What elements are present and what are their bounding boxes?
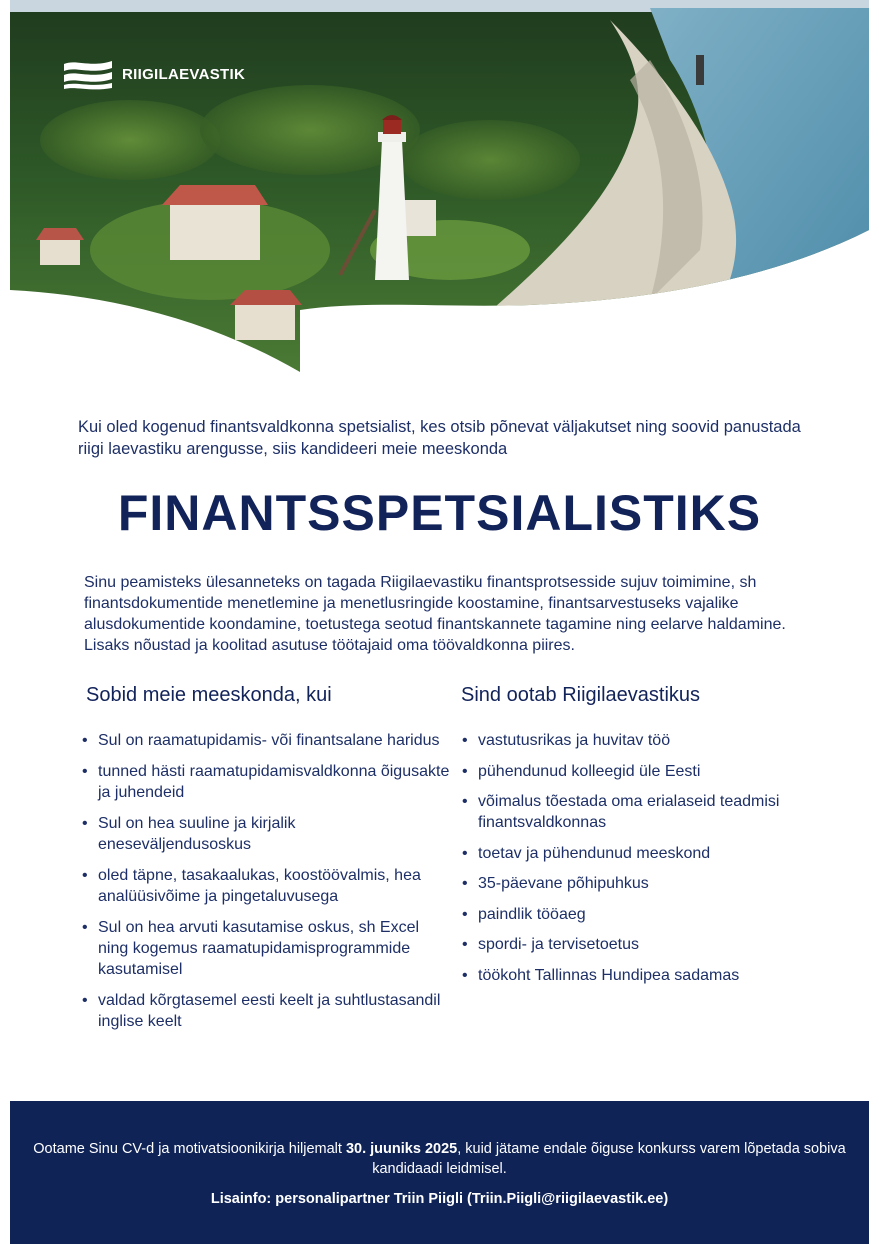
job-title: FINANTSSPETSIALISTIKS <box>117 485 762 541</box>
list-item: • spordi- ja tervisetoetus <box>460 934 820 955</box>
list-item: • tunned hästi raamatupidamisvaldkonna õigusakte ja juhendeid <box>80 761 452 803</box>
footer-banner <box>10 1101 869 1244</box>
list-item: • valdad kõrgtasemel eesti keelt ja suhtlustasandil inglise keelt <box>80 990 452 1032</box>
requirements-list <box>80 730 452 1042</box>
waves-logo-icon <box>62 58 114 90</box>
deadline-date: 30. juuniks 2025 <box>345 1141 458 1157</box>
application-deadline-text <box>10 1139 869 1179</box>
brand-name: RIIGILAEVASTIK <box>122 65 246 83</box>
deadline-text-before: Ootame Sinu CV-d ja motivatsioonikirja hiljemalt <box>33 1141 346 1157</box>
list-item: • paindlik tööaeg <box>460 904 820 925</box>
contact-info: Lisainfo: personalipartner Triin Piigli (Triin.Piigli@riigilaevastik.ee) <box>210 1191 669 1207</box>
list-item: • oled täpne, tasakaalukas, koostöövalmis, hea analüüsivõime ja pingetaluvusega <box>80 865 452 907</box>
offer-heading: Sind ootab Riigilaevastikus <box>461 684 701 706</box>
requirements-heading: Sobid meie meeskonda, kui <box>86 684 332 706</box>
intro-text: Kui oled kogenud finantsvaldkonna spetsialist, kes otsib põnevat väljakutset ning soovid panustada riigi laevastiku arengusse, siis kandideeri meie meeskonda <box>78 418 801 458</box>
list-item: • toetav ja pühendunud meeskond <box>460 843 820 864</box>
brand-logo <box>62 58 245 90</box>
list-item: • pühendunud kolleegid üle Eesti <box>460 761 820 782</box>
list-item: • 35-päevane põhipuhkus <box>460 873 820 894</box>
list-item: • töökoht Tallinnas Hundipea sadamas <box>460 965 820 986</box>
list-item: • Sul on hea arvuti kasutamise oskus, sh Excel ning kogemus raamatupidamisprogrammide kasutamisel <box>80 917 452 980</box>
list-item: • vastutusrikas ja huvitav töö <box>460 730 820 751</box>
offer-list <box>460 730 820 995</box>
job-description: Sinu peamisteks ülesanneteks on tagada Riigilaevastiku finantsprotsesside sujuv toimimine, sh finantsdokumentide menetlemine ja menetlusringide koostamine, finantsarvestuseks vajalike alusdokumentide koondamine, toetustega seotud finantskannete tagamine ning eelarve haldamine. Lisaks nõustad ja koolitad asutuse töötajaid oma töövaldkonna piires. <box>84 574 786 654</box>
list-item: • võimalus tõestada oma erialaseid teadmisi finantsvaldkonnas <box>460 791 820 833</box>
deadline-text-after: , kuid jätame endale õiguse konkurss varem lõpetada sobiva kandidaadi leidmisel. <box>372 1141 846 1177</box>
list-item: • Sul on hea suuline ja kirjalik eneseväljendusoskus <box>80 813 452 855</box>
list-item: • Sul on raamatupidamis- või finantsalane haridus <box>80 730 452 751</box>
hero-image <box>10 0 869 372</box>
lighthouse-coast-photo <box>10 0 869 372</box>
